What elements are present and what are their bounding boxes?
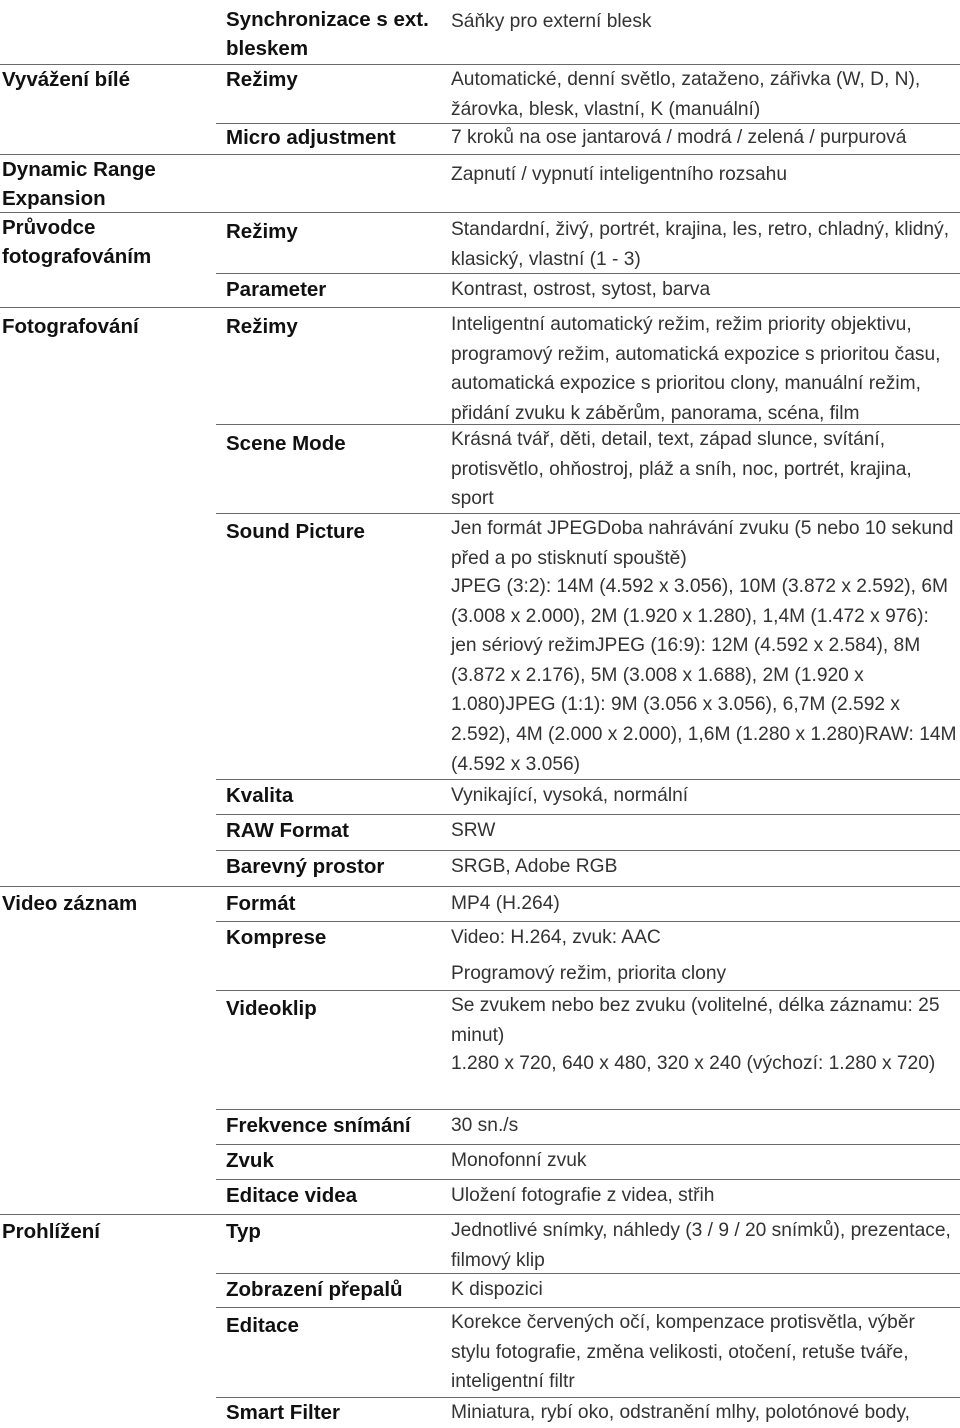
table-row — [0, 1048, 960, 1108]
table-row — [0, 572, 960, 778]
row-feature: Formát — [226, 892, 296, 915]
table-row — [0, 1179, 960, 1213]
row-divider — [216, 273, 960, 274]
row-value: Standardní, živý, portrét, krajina, les, retro, chladný, klidný, klasický, vlastní (1 - 3) — [451, 219, 950, 270]
row-value: Kontrast, ostrost, sytost, barva — [451, 279, 711, 300]
row-feature: Videoklip — [226, 997, 317, 1020]
row-feature: Kvalita — [226, 784, 294, 807]
table-row — [0, 1214, 960, 1273]
row-divider — [216, 1144, 960, 1145]
table-row — [0, 64, 960, 121]
row-value: Miniatura, rybí oko, odstranění mlhy, polotónové body, — [451, 1402, 910, 1423]
row-value: Uložení fotografie z videa, střih — [451, 1185, 715, 1206]
row-value: SRW — [451, 820, 496, 841]
row-value: Se zvukem nebo bez zvuku (volitelné, délka záznamu: 25 minut) — [451, 995, 940, 1046]
table-row — [0, 212, 960, 273]
row-value: 7 kroků na ose jantarová / modrá / zelená / purpurová — [451, 127, 907, 148]
table-row — [0, 779, 960, 812]
row-feature: Frekvence snímání — [226, 1114, 411, 1137]
row-value: Automatické, denní světlo, zataženo, zářivka (W, D, N), žárovka, blesk, vlastní, K (manuální) — [451, 69, 921, 120]
row-feature: Barevný prostor — [226, 855, 385, 878]
table-row — [0, 921, 960, 956]
table-row — [0, 307, 960, 424]
row-value: 30 sn./s — [451, 1115, 519, 1136]
row-value: Video: H.264, zvuk: AAC — [451, 927, 661, 948]
row-feature: Typ — [226, 1220, 261, 1243]
row-divider — [216, 1179, 960, 1180]
row-value: Inteligentní automatický režim, režim priority objektivu, programový režim, automatická expozice s prioritou času, automatická expozice s prioritou clony, manuální režim, přidání zvuku k záběrům, panorama, scéna, film — [451, 314, 941, 424]
table-row — [0, 424, 960, 512]
table-row — [0, 1307, 960, 1396]
row-category: Vyvážení bílé — [2, 68, 130, 91]
table-row — [0, 123, 960, 153]
row-divider — [216, 850, 960, 851]
row-divider — [216, 921, 960, 922]
row-divider — [216, 1273, 960, 1274]
table-row — [0, 850, 960, 885]
row-category: Fotografování — [2, 315, 139, 338]
row-divider — [216, 779, 960, 780]
table-row — [0, 154, 960, 211]
row-feature: Komprese — [226, 926, 327, 949]
row-feature: Synchronizace s ext. bleskem — [226, 8, 429, 60]
row-value: Sáňky pro externí blesk — [451, 11, 652, 32]
row-feature: Zobrazení přepalů — [226, 1278, 403, 1301]
row-value: Monofonní zvuk — [451, 1150, 587, 1171]
row-value: K dispozici — [451, 1279, 543, 1300]
table-row — [0, 1109, 960, 1142]
table-row — [0, 1397, 960, 1427]
table-row — [0, 513, 960, 573]
table-row — [0, 1273, 960, 1306]
row-value: SRGB, Adobe RGB — [451, 856, 618, 877]
row-divider — [216, 814, 960, 815]
row-divider — [216, 1109, 960, 1110]
row-feature: Editace — [226, 1314, 299, 1337]
table-row — [0, 957, 960, 989]
row-value: Programový režim, priorita clony — [451, 963, 727, 984]
row-category: Video záznam — [2, 892, 138, 915]
row-value: Jednotlivé snímky, náhledy (3 / 9 / 20 snímků), prezentace, filmový klip — [451, 1220, 951, 1271]
row-feature: Zvuk — [226, 1149, 274, 1172]
table-row — [0, 5, 960, 61]
row-feature: Sound Picture — [226, 520, 365, 543]
row-feature: Micro adjustment — [226, 126, 396, 149]
row-value: Vynikající, vysoká, normální — [451, 785, 689, 806]
row-feature: Režimy — [226, 68, 298, 91]
row-category: Dynamic Range Expansion — [2, 158, 156, 210]
row-value: Zapnutí / vypnutí inteligentního rozsahu — [451, 164, 787, 185]
table-row — [0, 273, 960, 305]
row-value: 1.280 x 720, 640 x 480, 320 x 240 (výchozí: 1.280 x 720) — [451, 1053, 936, 1074]
table-row — [0, 886, 960, 921]
row-feature: Režimy — [226, 220, 298, 243]
row-feature: Scene Mode — [226, 432, 346, 455]
table-row — [0, 814, 960, 849]
row-feature: Parameter — [226, 278, 327, 301]
row-value: JPEG (3:2): 14M (4.592 x 3.056), 10M (3.872 x 2.592), 6M (3.008 x 2.000), 2M (1.920 x 1.280), 1,4M (1.472 x 976): jen sériový režimJPEG (16:9): 12M (4.592 x 2.584), 8M (3.872 x 2.176), 5M (3.008 x 1.688), 2M (1.920 x 1.080)JPEG (1:1): 9M (3.056 x 3.056), 6,7M (2.592 x 2.592), 4M (2.000 x 2.000), 1,6M (1.280 x 1.280)RAW: 14M (4.592 x 3.056) — [451, 576, 957, 775]
row-value: MP4 (H.264) — [451, 893, 560, 914]
row-feature: Editace videa — [226, 1184, 358, 1207]
table-row — [0, 1144, 960, 1178]
row-category: Prohlížení — [2, 1220, 100, 1243]
row-value: Krásná tvář, děti, detail, text, západ slunce, svítání, protisvětlo, ohňostroj, pláž a sníh, noc, portrét, krajina, sport — [451, 429, 912, 510]
table-row — [0, 990, 960, 1048]
row-feature: Smart Filter — [226, 1401, 340, 1424]
row-feature: Režimy — [226, 315, 298, 338]
row-feature: RAW Format — [226, 819, 349, 842]
row-value: Korekce červených očí, kompenzace protisvětla, výběr stylu fotografie, změna velikosti, otočení, retuše tváře, inteligentní filtr — [451, 1312, 915, 1393]
row-category: Průvodce fotografováním — [2, 216, 152, 268]
row-value: Jen formát JPEGDoba nahrávání zvuku (5 nebo 10 sekund před a po stisknutí spouště) — [451, 518, 954, 569]
